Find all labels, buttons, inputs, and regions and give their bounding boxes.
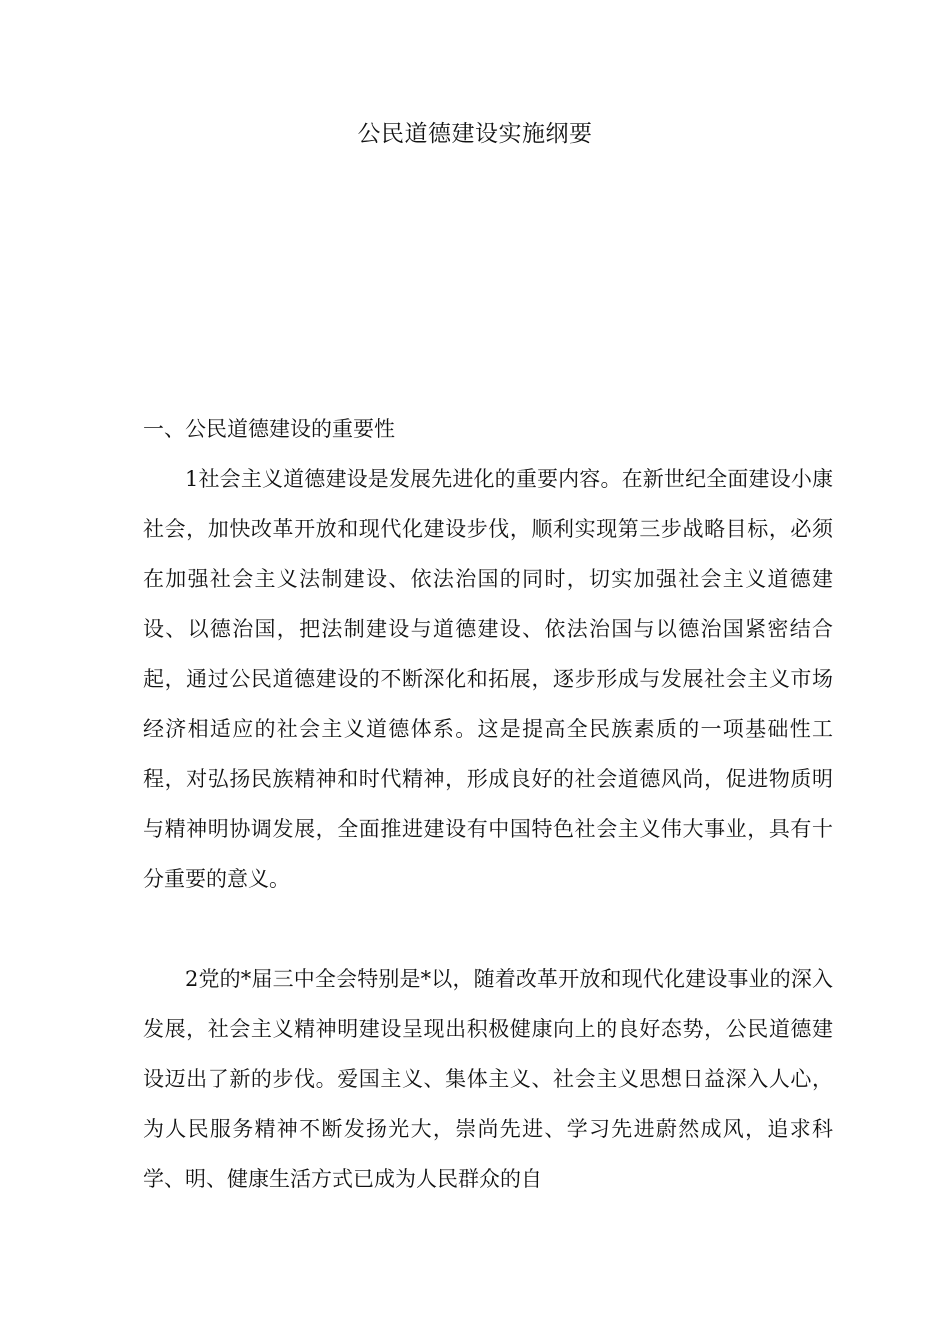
paragraph-2: 2党的*届三中全会特别是*以，随着改革开放和现代化建设事业的深入发展，社会主义精神明建设呈现出积极健康向上的良好态势，公民道德建设迈出了新的步伐。爱国主义、集体主义、社会主义思想日益深入人心，为人民服务精神不断发扬光大，崇尚先进、学习先进蔚然成风，追求科学、明、健康生活方式已成为人民群众的自 xyxy=(143,967,833,1191)
paragraph-1: 1社会主义道德建设是发展先进化的重要内容。在新世纪全面建设小康社会，加快改革开放和现代化建设步伐，顺利实现第三步战略目标，必须在加强社会主义法制建设、依法治国的同时，切实加强社会主义道德建设、以德治国，把法制建设与道德建设、依法治国与以德治国紧密结合起，通过公民道德建设的不断深化和拓展，逐步形成与发展社会主义市场经济相适应的社会主义道德体系。这是提高全民族素质的一项基础性工程，对弘扬民族精神和时代精神，形成良好的社会道德风尚，促进物质明与精神明协调发展，全面推进建设有中国特色社会主义伟大事业，具有十分重要的意义。 xyxy=(143,467,833,891)
document-title: 公民道德建设实施纲要 xyxy=(357,121,593,147)
section-heading: 一、公民道德建设的重要性 xyxy=(143,417,395,441)
